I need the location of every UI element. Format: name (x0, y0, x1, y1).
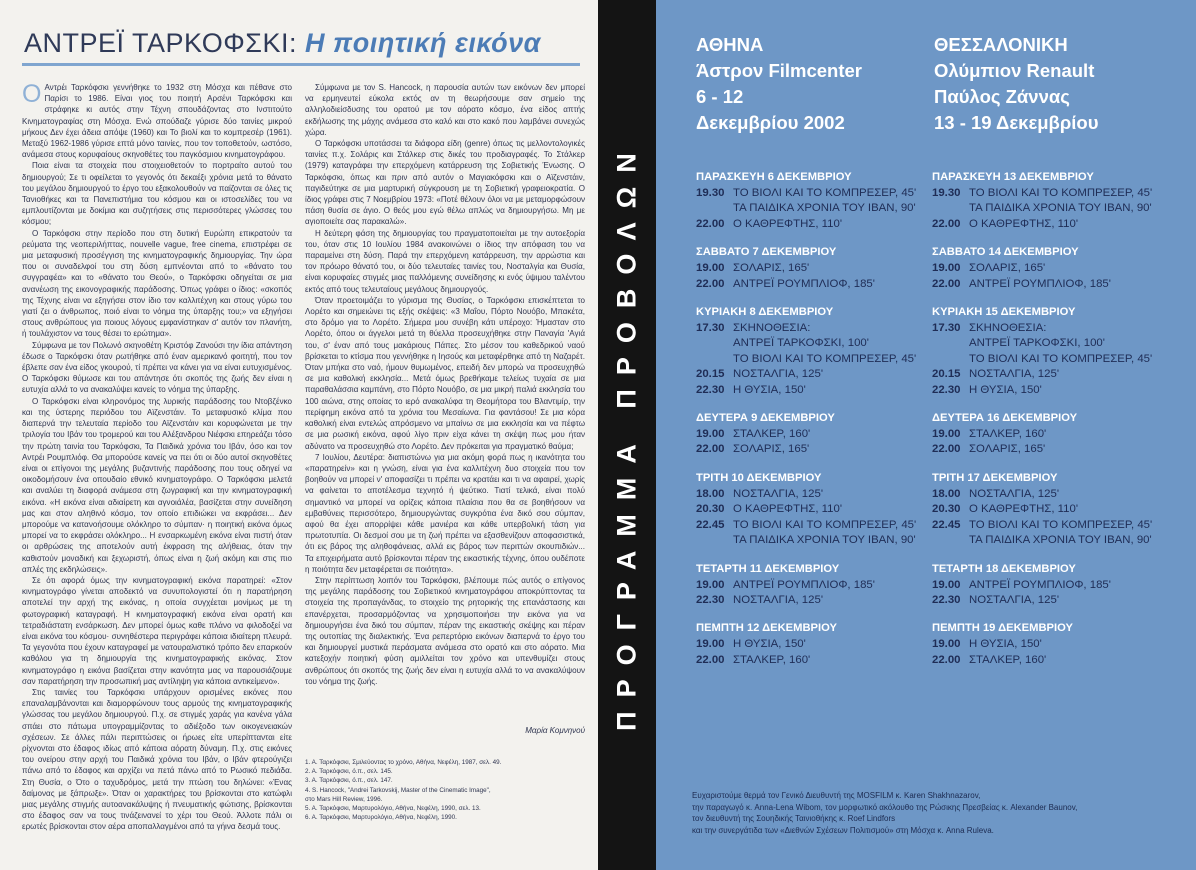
screening-row (696, 637, 946, 652)
screening-time: 19.00 (932, 262, 961, 275)
footnotes (305, 758, 585, 822)
screening-film: ΝΟΣΤΑΛΓΙΑ, 125' (733, 368, 823, 381)
screening-time: 19.00 (932, 578, 961, 591)
venue-athens (696, 32, 926, 136)
screening-row (932, 593, 1182, 608)
screening-time: 22.00 (696, 217, 725, 230)
screening-film: ΤΟ ΒΙΟΛΙ ΚΑΙ ΤΟ ΚΟΜΠΡΕΣΕΡ, 45' (733, 518, 917, 531)
article-paragraph: Σύμφωνα με τον Πολωνό σκηνοθέτη Κριστόφ Ζανούσι την ίδια απάντηση έδωσε ο Ταρκόφσκι όταν ρωτήθηκε από έναν αμερικανό φοιτητή, που τον έβλεπε σαν ένα είδος γκουρού, τί πρέπει να κάνει για να είναι ευτυχισμένος. Ο Ταρκόφσκι θύμωσε και του απάντησε ότι σκοπός της ζωής δεν είναι η ευτυχία αλλά το να ανακαλύψει κανείς το νόημα της ύπαρξης. (22, 340, 292, 395)
schedule-day (932, 471, 1182, 549)
article-paragraph: Ποια είναι τα στοιχεία που στοιχειοθετούν το πορτραίτο αυτού του δημιουργού; Σε τι οφείλεται το γεγονός ότι δεκαέξι χρόνια μετά το θάνατο του μεγάλου δημιουργού το έργο του εξακολουθούν να παίζονται σε όλες τις Τανιοθήκες και τα Πανεπιστήμια του κόσμου και οι ιστοσελίδες του να εμπλουτίζονται με δοκίμια και συζητήσεις στις περισσότερες γλώσσες του κόσμου; (22, 161, 292, 227)
schedule-athens (696, 170, 946, 681)
screening-film: Ο ΚΑΘΡΕΦΤΗΣ, 110' (969, 503, 1079, 516)
screening-film: ΣΚΗΝΟΘΕΣΙΑ: (733, 322, 811, 335)
schedule-day (932, 245, 1182, 292)
venue-thessaloniki (934, 32, 1194, 136)
article-paragraph: 7 Ιουλίου, Δευτέρα: διαπιστώνω για μια ακόμη φορά πως η ικανότητα του «παρατηρείν» και η γνώση, είναι για ένα καλλιτέχνη δυο στοιχεία που τον βοηθούν να μπορεί ν' αποφασίζει τι πρέπει να κρατάει και τι να αφαιρεί, χωρίς να φαίνεται το αποτέλεσμα τεχνητό ή ψεύτικο. Τιατί τελικά, είναι πολύ σημαντικό να μπορεί να ορίζεις κάποια πλαίσια που θα σε βοηθήσουν να εμβαθύνεις περισσότερο, δημιουργώντας συγκρότια ένα δικό σου σύμπαν, αφού θα έχει απορρίψει κάθε μανιέρα και κάθε υπερβολική τάση για πρωτοτυπία. Οι δεσμοί σου με τη ζωή πρέπει να εξασθενίζουν αποφασιστικά, ότι εις βάρος της αληθοφάνειας, αλλά εις βάρος των περιττών σκουπιδιών... Τα επιχειρήματα αυτό βρίσκονται πέραν της εικαστικής τέχνης, όπου ουδέποτε η ποιότητα δεν μεταφέρεται σε ποιότητα». (305, 452, 585, 574)
venue-city: ΑΘΗΝΑ (696, 34, 764, 55)
screening-row (696, 593, 946, 608)
article-paragraph: Στην περίπτωση λοιπόν του Ταρκόφσκι, βλέπουμε πώς αυτός ο επίγονος της μεγάλης παράδοσης του Σοβιετικού κινηματογράφου αποκρύπτοντας τα στοιχεία της προπαγάνδας, το στοιχείο της ρητορικής της επανάστασης και επανέρχεται, προσαρμόζοντας να χρησιμοποιήσει την εικόνα για να δημιουργήσει ένα δικό του σύμπαν, πέραν της εικαστικής σκέψης και πέραν της ουτοπίας της διαλεκτικής. Ένα ρεπερτόριο εικόνων διαπερνά το έργο του και δημιουργεί μυστικά περάσματα ανάμεσα στο ορατό και στο αόρατο. Μια κατεξοχήν ποιητική φύση αμιλλείται τον χρόνο και υπενθυμίζει στους ανθρώπους ότι σκοπός της ζωής δεν είναι η ευτυχία αλλά το να ανακαλύψουν του νόημα της ζωής. (305, 575, 585, 686)
schedule-thessaloniki (932, 170, 1182, 681)
schedule-day (696, 305, 946, 398)
screening-row (696, 487, 946, 502)
screening-row (932, 442, 1182, 457)
screening-row (696, 336, 946, 351)
screening-film: ΣΤΑΛΚΕΡ, 160' (733, 653, 811, 666)
screening-film: ΤΑ ΠΑΙΔΙΚΑ ΧΡΟΝΙΑ ΤΟΥ ΙΒΑΝ, 90' (733, 534, 916, 547)
footnote: 1. Α. Ταρκόφσκι, Σμιλεύοντας το χρόνο, Αθήνα, Νεφέλη, 1987, σελ. 49. (305, 759, 502, 766)
screening-row (932, 578, 1182, 593)
screening-film: Ο ΚΑΘΡΕΦΤΗΣ, 110' (733, 217, 843, 230)
screening-film: ΑΝΤΡΕΪ ΡΟΥΜΠΛΙΟΦ, 185' (733, 578, 875, 591)
screening-time: 22.00 (932, 653, 961, 666)
article-paragraph: Σύμφωνα με τον S. Hancock, η παρουσία αυτών των εικόνων δεν μπορεί να ερμηνευτεί εύκολα εκτός αν τη θεωρήσουμε σαν σημείο της αλληλοδιείσδυσης του ορατού με τον αόρατο κόσμο, ένα είδος απτής εκδήλωσης της μάχης ανάμεσα στο καλό και στο κακό που λαμβάνει συνεχώς χώρα. (305, 83, 585, 137)
screening-film: ΤΟ ΒΙΟΛΙ ΚΑΙ ΤΟ ΚΟΜΠΡΕΣΕΡ, 45' (969, 187, 1153, 199)
article-paragraph: Σε ότι αφορά όμως την κινηματογραφική εικόνα παρατηρεί: «Στον κινηματογράφο γίνεται αποδεκτό να συνυπολογιστεί ότι η παρατήρηση αποτελεί την αρχή της εικόνας, η οποία συγχέεται μονίμως με τη φωτογραφική καταγραφή. Η κινηματογραφική εικόνα είναι ορατή και τετραδιάστατη ενσάρκωση. Δεν μπορεί όμως καθε πλάνο να φιλοδοξεί να είναι εικόνα του κόσμου· συνηθέστερα περιγράφει κάποια ιδιαίτερη πλευρά. Τα γεγονότα που έχουν καταγραφεί με νατουραλιστικό τρόπο δεν επαρκούν καθόλου για τη δημιουργία της κινηματογραφικής εικόνας. Στον κινηματογράφο η εικόνα βασίζεται στην ικανότητα μας να παρουσιάζουμε σαν παρατήρηση την προσωπική μας αντίληψη για κάποια αντικείμενο». (22, 575, 292, 686)
screening-film: ΤΑ ΠΑΙΔΙΚΑ ΧΡΟΝΙΑ ΤΟΥ ΙΒΑΝ, 90' (969, 534, 1152, 547)
day-title: ΣΑΒΒΑΤΟ 14 ΔΕΚΕΜΒΡΙΟΥ (932, 246, 1079, 259)
screening-time: 17.30 (932, 322, 961, 335)
day-title: ΚΥΡΙΑΚΗ 8 ΔΕΚΕΜΒΡΙΟΥ (696, 306, 834, 319)
screening-film: ΣΟΛΑΡΙΣ, 165' (733, 262, 810, 275)
screening-row (696, 217, 946, 232)
schedule-day (932, 305, 1182, 398)
day-title: ΤΡΙΤΗ 10 ΔΕΚΕΜΒΡΙΟΥ (696, 471, 822, 484)
screening-time: 22.30 (696, 383, 725, 396)
screening-row (932, 217, 1182, 232)
day-title: ΔΕΥΤΕΡΑ 9 ΔΕΚΕΜΒΡΙΟΥ (696, 412, 835, 425)
screening-time: 22.45 (696, 518, 725, 531)
screening-row (696, 201, 946, 216)
article-paragraph: Ο Ταρκόφσκι στην περίοδο που στη δυτική Ευρώπη επικρατούν τα ρεύματα της νεοπεριλήπτας, nouvelle vague, free cinema, επιστρέφει σε μια μεταφυσική προσέγγιση της κινηματογραφικής δημιουργίας. Την ώρα που οι συναδελφοί του στη δύση εμπνέονται από το «θάνατο του συγγραφέα» και το «θάνατο του Θεού», ο Ταρκόφσκι οδηγείται σε μια ανανέωση της εικονογραφικής παράδοσης. Όπως γράφει ο ίδιος: «σκοπός της Τέχνης είναι να εξηγήσει στον ίδιο τον καλλιτέχνη και στους γύρω του γιατί ζει ο άνθρωπος, ποιό είναι το νόημα της ύπαρξης του;» να εξηγήσει στους ανθρώπους για ποιους λόγους εμφανίστηκαν σ' αυτόν τον πλανήτη, ή τουλάχιστον να τους θέσει το ερώτημα». (22, 228, 292, 339)
screening-row (696, 261, 946, 276)
screening-time: 19.00 (696, 638, 725, 651)
screening-film: ΑΝΤΡΕΪ ΡΟΥΜΠΛΙΟΦ, 185' (969, 578, 1111, 591)
screening-row (932, 186, 1182, 201)
title-underline (22, 63, 580, 66)
venue-dates-month: Δεκεμβρίου 2002 (696, 112, 845, 133)
screening-time: 19.00 (932, 638, 961, 651)
screening-time: 19.30 (696, 187, 725, 199)
venue-dates: 13 - 19 Δεκεμβρίου (934, 112, 1099, 133)
screening-time: 22.30 (932, 383, 961, 396)
footnote: 6. Α. Ταρκόφσκι, Μαρτυρολόγιο, Αθήνα, Νεφέλη, 1990. (305, 814, 457, 822)
screening-row (696, 533, 946, 548)
schedule-day (696, 562, 946, 609)
screening-film: ΣΚΗΝΟΘΕΣΙΑ: (969, 322, 1047, 335)
screening-film: ΑΝΤΡΕΪ ΡΟΥΜΠΛΙΟΦ, 185' (969, 277, 1111, 290)
screening-row (932, 352, 1182, 367)
screening-film: ΣΟΛΑΡΙΣ, 165' (969, 443, 1046, 456)
spine-title: ΠΡΟΓΡΑΜΜΑ ΠΡΟΒΟΛΩΝ (611, 139, 642, 731)
screening-time: 20.30 (696, 503, 725, 516)
schedule-day (932, 170, 1182, 232)
screening-row (932, 261, 1182, 276)
venue-city: ΘΕΣΣΑΛΟΝΙΚΗ (934, 34, 1068, 55)
screening-row (696, 321, 946, 336)
screening-time: 22.00 (932, 277, 961, 290)
credit-line: και την συνεργάτιδα των «Διεθνών Σχέσεων Πολιτισμού» στη Μόσχα κ. Anna Ruleva. (692, 825, 994, 835)
screening-row (696, 502, 946, 517)
screening-row (696, 442, 946, 457)
day-title: ΤΕΤΑΡΤΗ 18 ΔΕΚΕΜΒΡΙΟΥ (932, 562, 1076, 575)
footnote: 3. Α. Ταρκόφσκι, ό.π., σελ. 147. (305, 777, 393, 785)
schedule-day (696, 245, 946, 292)
schedule-day (696, 621, 946, 668)
screening-film: ΝΟΣΤΑΛΓΙΑ, 125' (969, 368, 1059, 381)
screening-film: Η ΘΥΣΙΑ, 150' (733, 383, 806, 396)
author-signature: Μαρία Κομνηνού (525, 726, 585, 735)
schedule-day (696, 170, 946, 232)
venue-cinema: Ολύμπιον Renault (934, 60, 1095, 81)
screening-row (932, 653, 1182, 668)
screening-film: ΤΟ ΒΙΟΛΙ ΚΑΙ ΤΟ ΚΟΜΠΡΕΣΕΡ, 45' (733, 352, 917, 365)
day-title: ΠΕΜΠΤΗ 19 ΔΕΚΕΜΒΡΙΟΥ (932, 622, 1073, 635)
screening-row (932, 336, 1182, 351)
screening-time: 17.30 (696, 322, 725, 335)
screening-row (932, 427, 1182, 442)
day-title: ΔΕΥΤΕΡΑ 16 ΔΕΚΕΜΒΡΙΟΥ (932, 412, 1078, 425)
day-title: ΤΕΤΑΡΤΗ 11 ΔΕΚΕΜΒΡΙΟΥ (696, 562, 840, 575)
screening-row (932, 637, 1182, 652)
article-paragraph: Στις ταινίες του Ταρκόφσκι υπάρχουν ορισμένες εικόνες που επαναλαμβάνονται και διαμορφώνουν τους αρμούς της κινηματογραφικής γλώσσας του μεγάλου δημιουργού. Π.χ. σε στιγμές χαράς για κανένα γάλα σπάει στο πάτωμα υπογραμμίζοντας το αδιέξοδο των οικογενειακών σχέσεων. Σε άλλες πάλι περιπτώσεις οι ήρωες είτε υπερίπτανται είτε ρίχνονται στο έδαφος ιδίως από κάποια αόρατη δύναμη. Π.χ. στις εικόνες του ονείρου στην αρχή του Παιδικά χρόνια του Ιβάν, ο Ιβάν φτερούγιζει πάνω από το έδαφος και αρχίζει να πετά πάνω από το Ρωσικό πεδιάδα. Στη Θυσία, ο Ότο ο ταχυδρόμος, μετά την πτώση του δηλώνει: «Ένας δαίμονας με ξάπρωξε». Όταν οι χαρακτήρες του βρίσκονται στο κατώφλι μιας μεγάλης στιγμής αυτοανακάλυψης ή πνευματικής φώτισης, βρίσκονται στο έδαφος σαν να τους τινάζεινανεί το χέρι του Θεού. Άλλοτε πάλι οι ερωτές βρίσκονται στον αέρα αποπαλλαγμένοι από τα γήινα δεσμά τους. (22, 687, 292, 832)
day-title: ΚΥΡΙΑΚΗ 15 ΔΕΚΕΜΒΡΙΟΥ (932, 306, 1076, 319)
credit-line: Ευχαριστούμε θερμά τον Γενικό Διευθυντή της MOSFILM κ. Karen Shakhnazarov, (692, 791, 981, 800)
screening-row (696, 578, 946, 593)
day-title: ΠΑΡΑΣΚΕΥΗ 6 ΔΕΚΕΜΒΡΙΟΥ (696, 171, 852, 183)
screening-film: ΝΟΣΤΑΛΓΙΑ, 125' (733, 487, 823, 500)
screening-film: ΑΝΤΡΕΪ ΤΑΡΚΟΦΣΚΙ, 100' (969, 337, 1105, 350)
schedule-day (696, 411, 946, 458)
screening-film: ΤΟ ΒΙΟΛΙ ΚΑΙ ΤΟ ΚΟΜΠΡΕΣΕΡ, 45' (733, 187, 917, 199)
screening-time: 19.00 (696, 262, 725, 275)
day-title: ΤΡΙΤΗ 17 ΔΕΚΕΜΒΡΙΟΥ (932, 471, 1058, 484)
screening-film: ΣΤΑΛΚΕΡ, 160' (969, 428, 1047, 441)
footnote: στο Mars Hill Review, 1996. (305, 795, 383, 803)
article-headline (24, 28, 584, 59)
screening-time: 18.00 (696, 487, 725, 500)
screening-row (696, 518, 946, 533)
screening-row (696, 427, 946, 442)
screening-row (932, 502, 1182, 517)
screening-film: ΝΟΣΤΑΛΓΙΑ, 125' (733, 593, 823, 606)
screening-row (932, 383, 1182, 398)
screening-time: 22.00 (696, 277, 725, 290)
screening-row (932, 201, 1182, 216)
screening-row (932, 321, 1182, 336)
screening-film: ΣΤΑΛΚΕΡ, 160' (969, 653, 1047, 666)
screening-time: 18.00 (932, 487, 961, 500)
screening-row (932, 277, 1182, 292)
screening-film: Ο ΚΑΘΡΕΦΤΗΣ, 110' (969, 217, 1079, 230)
screening-film: ΤΑ ΠΑΙΔΙΚΑ ΧΡΟΝΙΑ ΤΟΥ ΙΒΑΝ, 90' (969, 202, 1152, 215)
article-column-right (305, 82, 585, 742)
screening-film: ΣΟΛΑΡΙΣ, 165' (969, 262, 1046, 275)
screening-film: ΝΟΣΤΑΛΓΙΑ, 125' (969, 593, 1059, 606)
venue-cinema: Άστρον Filmcenter (696, 60, 863, 81)
schedule-day (932, 621, 1182, 668)
screening-row (932, 518, 1182, 533)
screening-row (696, 186, 946, 201)
schedule-page (656, 0, 1196, 870)
screening-row (932, 487, 1182, 502)
article-paragraph: ΟΑντρέι Ταρκόφσκι γεννήθηκε το 1932 στη Μόσχα και πέθανε στο Παρίσι το 1986. Είναι γιος του ποιητή Αρσένι Ταρκόφσκι και στράφηκε κι αυτός στην Τέχνη σπουδάζοντας στο Ινστιτούτο Κινηματογραφίας στη Μόσχα. Ενώ σπούδαζε γύρισε δύο ταινίες μικρού μήκους Δεν έχει άδεια απόψε (1960) και Το βιολί και το κομπρεσέρ (1961). Μεταξύ 1962-1986 γύρισε επτά μόνο ταινίες, που τον τοποθετούν, ωστόσο, ανάμεσα στους κορυφαίους σκηνοθέτες του παγκόσμιου κινηματογράφου. (22, 82, 292, 160)
screening-time: 19.00 (696, 428, 725, 441)
screening-time: 22.45 (932, 518, 961, 531)
screening-film: ΤΟ ΒΙΟΛΙ ΚΑΙ ΤΟ ΚΟΜΠΡΕΣΕΡ, 45' (969, 518, 1153, 531)
screening-film: ΣΟΛΑΡΙΣ, 165' (733, 443, 810, 456)
credit-line: την παραγωγό κ. Anna-Lena Wibom, τον μορφωτικό ακόλουθο της Ρώσικης Πρεσβείας κ. Alexander Baunov, (692, 802, 1078, 812)
screening-film: Η ΘΥΣΙΑ, 150' (969, 383, 1042, 396)
screening-time: 19.30 (932, 187, 961, 199)
screening-film: ΑΝΤΡΕΪ ΡΟΥΜΠΛΙΟΦ, 185' (733, 277, 875, 290)
day-title: ΠΑΡΑΣΚΕΥΗ 13 ΔΕΚΕΜΒΡΙΟΥ (932, 171, 1094, 183)
article-paragraph: Ο Ταρκόφσκι υποτάσσει τα διάφορα είδη (genre) όπως τις μελλοντολογικές ταινίες π.χ. Σολάρις και Στάλκερ στις δικές του προδιαγραφές. Το Στάλκερ (1979) καταγράφει την επερχόμενη κατάρρευση της Σοβιετικής Ένωσης. Ο Ταρκόφσκι, όπως και πριν από αυτόν ο Μαγιακόφσκι και ο Αϊζενστάιν, παγιδεύτηκε σε μια μαρτυρική σύγκρουση με τη Σοβιετική γραφειοκρατία. Ο ίδιος γράφει στις 7 Νοεμβρίου 1973: «Ποτέ θέλουν όλοι να με μεταμορφώσουν πάση θυσία σε άγιο. Ο θεός μου εγώ θέλω απλώς να δημιουργήσω. Μη με αγιοποιείτε σας παρακαλώ». (305, 139, 585, 227)
spine-band (598, 0, 656, 870)
screening-row (696, 383, 946, 398)
screening-time: 22.30 (932, 593, 961, 606)
screening-film: ΑΝΤΡΕΪ ΤΑΡΚΟΦΣΚΙ, 100' (733, 337, 869, 350)
article-paragraph: Όταν προετοιμάζει το γύρισμα της Θυσίας, ο Ταρκόφσκι επισκέπτεται το Λορέτο και σημειώνει τις εξής σκέψεις: «3 Μαΐου, Πόρτο Νουόβο, Μπακέτα, στο δρόμο για το Λορέτο. Σήμερα μου συνέβη κάτι υπέροχο: Ήμασταν στο Λορέτο, όπου οι άγγελοι μετά τη θύελλα προσευχήθηκε στην Παναγία 'Αγιά του, σ' έναν από τους μακάριους Πάπες. Στο μέσον του καθεδρικού ναού βρίσκεται το κτίσμα που γεννήθηκε η Ιησούς και μεταφέρθηκε από τη Ναζαρέτ. Όταν μπήκα στο ναό, ήμουν θυμωμένος, επειδή δεν μπορώ να προσευχηθώ σε μια καθολική εκκλησία... Μετά όμως βρεθήκαμε τελείως τυχαία σε μια παραθαλάσσια καμπάνη, στο Πόρτο Νουόβο, σε μια μικρή παλιά εκκλησία του 100 αιώνα, στης οποίας το ιερό ανακαλύφα τη Θεομήτορα του Βλαντιμίρ, την περίφημη εικόνα από τα χρόνια του Μεσαίωνα. Για φαντάσου! Σε μια κόρα καθολική είναι εντελώς απρόσμενο να μπαίνω σε μια εκκλησία και να πέφτω σε μια ρωσική εικόνα, αφού λίγο πριν είχα κάνει τη σκέψη πως μου ήταν αδύνατο να προσευχηθώ στο Λορέτο. Δεν πρόκειται για πραγματικό θαύμα; (305, 295, 585, 451)
screening-time: 22.00 (932, 217, 961, 230)
article-paragraph: Η δεύτερη φάση της δημιουργίας του πραγματοποιείται με την αυτοεξορία του, όταν στις 10 Ιουλίου 1984 ανακοινώνει ο ίδιος την απόφαση του να παραμείνει στη δύση. Παρά την επερχόμενη κατάρρευση, την αρρώστια και τον πρόωρο θάνατό του, οι δύο τελευταίες ταινίες του, Νοσταλγία και Θυσία, είναι κορυφαίες στιγμές μιας παλλόμενης συνείδησης κι ενός ύψιμου ταλέντου εκτός από τους τελευταίους μεγάλους δημιουργούς. (305, 228, 585, 294)
venue-hall: Παύλος Ζάννας (934, 86, 1070, 107)
screening-time: 22.30 (696, 593, 725, 606)
screening-film: ΤΑ ΠΑΙΔΙΚΑ ΧΡΟΝΙΑ ΤΟΥ ΙΒΑΝ, 90' (733, 202, 916, 215)
screening-time: 20.15 (932, 368, 961, 381)
screening-film: Ο ΚΑΘΡΕΦΤΗΣ, 110' (733, 503, 843, 516)
footnote: 2. Α. Ταρκόφσκι, ό.π., σελ. 145. (305, 768, 393, 776)
schedule-day (696, 471, 946, 549)
article-column-left (22, 82, 292, 862)
headline-main: ΑΝΤΡΕΪ ΤΑΡΚΟΦΣΚΙ: (24, 28, 297, 58)
schedule-day (932, 562, 1182, 609)
venue-dates: 6 - 12 (696, 86, 744, 107)
screening-row (696, 352, 946, 367)
screening-row (696, 653, 946, 668)
footnote: 4. S. Hancock, "Andrei Tarkovskij, Master of the Cinematic Image", (305, 786, 491, 794)
screening-time: 20.30 (932, 503, 961, 516)
acknowledgements (692, 790, 1182, 836)
screening-row (696, 367, 946, 382)
screening-film: ΝΟΣΤΑΛΓΙΑ, 125' (969, 487, 1059, 500)
article-paragraph: Ο Ταρκόφσκι είναι κληρονόμος της λυρικής παράδοσης του Ντοβζένκο και της ύστερης περιόδου του Αϊζενστάιν. Το μεταφυσικό κλίμα που διαπερνά την τελευταία περίοδο του Αϊζενστάιν και κορυφώνεται με την τριλογία του Ιβάν του τρομερού και του Αλέξανδρου Νιέφσκι επηρεάζει τόσο την πρώτη ταινία του Ταρκόφσκι, Τα Παιδικά χρόνια του Ιβάν, όσο και τον Αντρέι Ρουμπλιόφ. Θα μπορούσε κανείς να πει ότι οι δύο αυτοί σκηνοθέτες είναι οι επίγονοι της μεγάλης βυζαντινής παράδοσης που τους οδηγεί να οικοδομήσουν ένα οπουδαίο εθνικό κινηματογράφο. Ο Ταρκόφσκι μελετά και αναλύει τη διαφορά ανάμεσα στη ζωγραφική και την κινηματογραφική εικόνα. «Η εικόνα είναι αδιαίρετη και αγνοιάλέα, βασίζεται στην συνείδηση μας και στον αληθινό κόσμο, τον οποίο επιδιώκει να εκφράσει... Δεν μπορούμε να κατανοήσουμε ολόκληρο το σύμπαν· η ποιητική εικόνα όμως μπορεί να το εκφράσει ολόκληρο... Η ενσαρκωμένη εικόνα είναι πιστή όταν οι αρθρώσεις της αποτελούν αυτή έκφραση της αλήθειας, όταν την καθιστούν μοναδική και ξεχωριστή, όπως είναι η ζωή ακόμη και στις πιο απλές της εκδηλώσεις». (22, 396, 292, 574)
screening-time: 19.00 (696, 578, 725, 591)
screening-row (696, 277, 946, 292)
credit-line: τον διευθυντή της Σουηδικής Ταινιοθήκης κ. Roef Lindfors (692, 814, 896, 823)
footnote: 5. Α. Ταρκόφσκι, Μαρτυρολόγιο, Αθήνα, Νεφέλη, 1990, σελ. 13. (305, 805, 481, 813)
screening-film: Η ΘΥΣΙΑ, 150' (733, 638, 806, 651)
screening-film: Η ΘΥΣΙΑ, 150' (969, 638, 1042, 651)
screening-time: 22.00 (696, 653, 725, 666)
screening-time: 20.15 (696, 368, 725, 381)
screening-row (932, 533, 1182, 548)
schedule-day (932, 411, 1182, 458)
headline-subtitle: Η ποιητική εικόνα (304, 28, 541, 58)
screening-film: ΣΤΑΛΚΕΡ, 160' (733, 428, 811, 441)
day-title: ΣΑΒΒΑΤΟ 7 ΔΕΚΕΜΒΡΙΟΥ (696, 246, 837, 259)
screening-film: ΤΟ ΒΙΟΛΙ ΚΑΙ ΤΟ ΚΟΜΠΡΕΣΕΡ, 45' (969, 352, 1153, 365)
screening-row (932, 367, 1182, 382)
day-title: ΠΕΜΠΤΗ 12 ΔΕΚΕΜΒΡΙΟΥ (696, 622, 837, 635)
screening-time: 19.00 (932, 428, 961, 441)
screening-time: 22.00 (932, 443, 961, 456)
screening-time: 22.00 (696, 443, 725, 456)
